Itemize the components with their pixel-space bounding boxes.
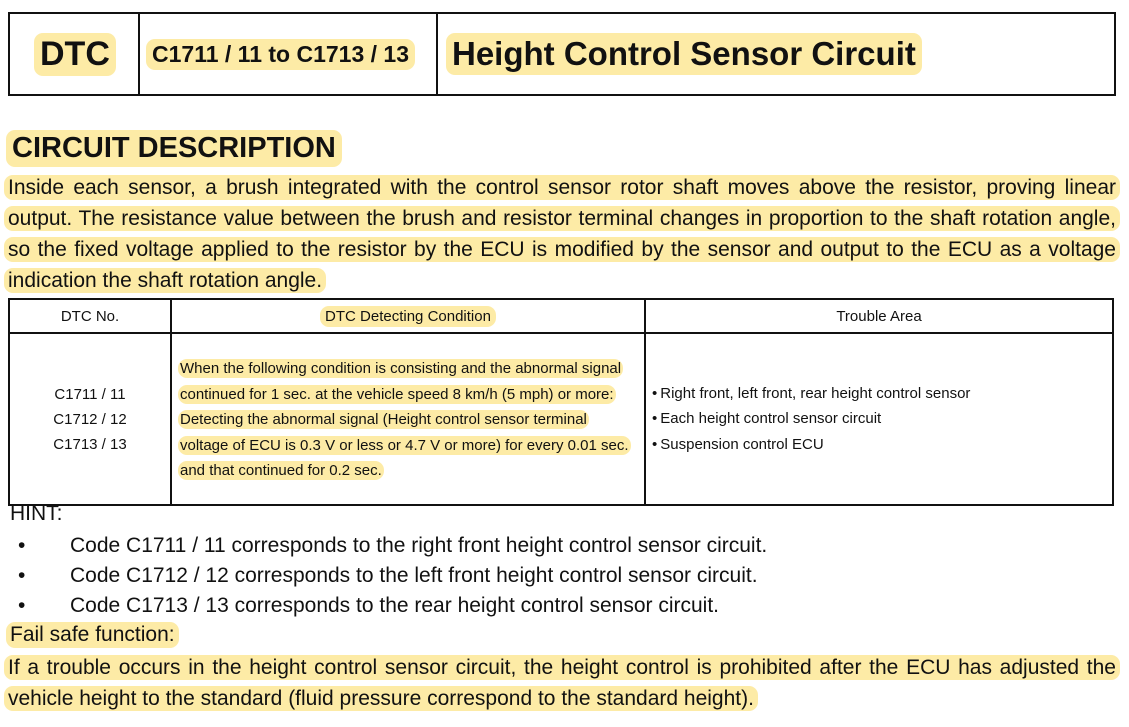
- list-item: • Code C1711 / 11 corresponds to the right front height control sensor circuit.: [18, 534, 768, 557]
- fail-safe-heading: Fail safe function:: [6, 622, 179, 648]
- dtc-title: Height Control Sensor Circuit: [446, 33, 922, 75]
- trouble-area-cell: [645, 333, 1113, 505]
- fail-safe-text: [4, 652, 1120, 714]
- list-item: • Code C1713 / 13 corresponds to the rear height control sensor circuit.: [18, 594, 720, 617]
- detecting-condition-cell: [171, 333, 645, 505]
- trouble-area-item: • Each height control sensor circuit: [652, 410, 882, 428]
- dtc-number: C1711 / 11: [54, 385, 126, 403]
- table-header-row: [9, 299, 1113, 333]
- hint-list: [10, 532, 767, 622]
- circuit-description-body: Inside each sensor, a brush integrated with the control sensor rotor shaft moves above the resistor, proving linear output. The resistance value between the brush and resistor terminal changes in proportion to the shaft rotation angle, so the fixed voltage applied to the resistor by the ECU is modified by the sensor and output to the ECU as a voltage indication the shaft rotation angle.: [4, 175, 1120, 293]
- hint-heading: HINT:: [10, 502, 63, 525]
- header-trouble-area: Trouble Area: [645, 299, 1113, 333]
- dtc-code-range-cell: [140, 14, 438, 94]
- circuit-description-text: [4, 172, 1120, 296]
- circuit-description-heading: CIRCUIT DESCRIPTION: [6, 130, 342, 167]
- trouble-area-item: • Right front, left front, rear height control sensor: [652, 384, 971, 402]
- dtc-title-cell: [438, 14, 1114, 94]
- dtc-number: C1712 / 12: [53, 410, 127, 428]
- dtc-code-range: C1711 / 11 to C1713 / 13: [146, 39, 415, 70]
- table-row: [9, 333, 1113, 505]
- fail-safe-body: If a trouble occurs in the height control sensor circuit, the height control is prohibited after the ECU has adjusted the vehicle height to the standard (fluid pressure correspond to the standard height).: [4, 655, 1120, 711]
- dtc-label-cell: [10, 14, 140, 94]
- header-detecting-condition: DTC Detecting Condition: [171, 299, 645, 333]
- trouble-area-item: • Suspension control ECU: [652, 435, 824, 453]
- dtc-label: DTC: [34, 33, 116, 76]
- dtc-number-cell: [9, 333, 171, 505]
- dtc-number: C1713 / 13: [53, 435, 127, 453]
- header-dtc-no: DTC No.: [9, 299, 171, 333]
- dtc-header-box: [8, 12, 1116, 96]
- dtc-table: [8, 298, 1114, 506]
- list-item: • Code C1712 / 12 corresponds to the left front height control sensor circuit.: [18, 564, 758, 587]
- detecting-condition-text: When the following condition is consisting and the abnormal signal continued for 1 sec. at the vehicle speed 8 km/h (5 mph) or more: Detecting the abnormal signal (Height control sensor terminal voltage of ECU is 0.3 V or less or 4.7 V or more) for every 0.01 sec. and that continued for 0.2 sec.: [180, 360, 629, 480]
